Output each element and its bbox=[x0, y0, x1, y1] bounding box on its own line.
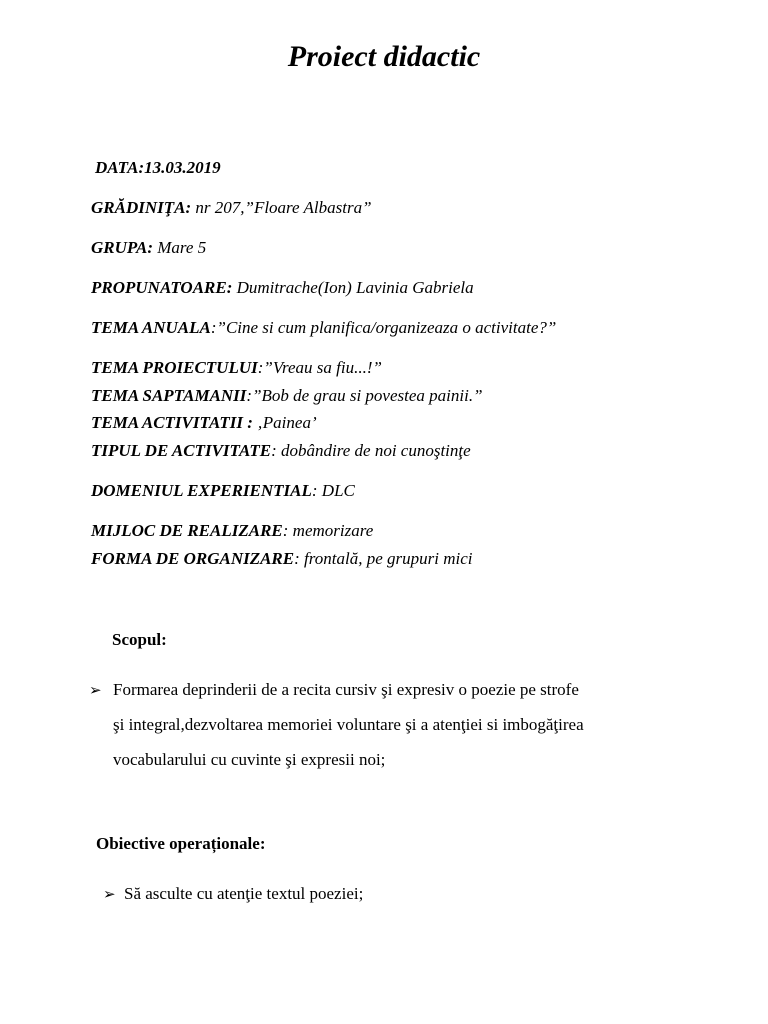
field-tema-proiectului-value: :”Vreau sa fiu...!” bbox=[257, 358, 382, 377]
arrow-bullet-icon: ➢ bbox=[103, 887, 116, 903]
field-grupa-value: Mare 5 bbox=[153, 238, 207, 257]
field-tema-proiectului bbox=[91, 358, 382, 378]
field-tema-saptamanii-label: TEMA SAPTAMANII bbox=[91, 386, 247, 405]
field-tema-anuala-label: TEMA ANUALA bbox=[91, 318, 211, 337]
field-gradinita bbox=[91, 198, 372, 218]
field-tema-activitatii-value: ‚Painea’ bbox=[252, 413, 317, 432]
scopul-line: şi integral,dezvoltarea memoriei voluntare şi a atenţiei si imbogăţirea bbox=[113, 715, 584, 734]
arrow-bullet-icon: ➢ bbox=[89, 683, 102, 699]
field-tipul-activitate-value: : dobândire de noi cunoştinţe bbox=[271, 441, 471, 460]
obiective-heading: Obiective operaționale: bbox=[96, 834, 266, 853]
field-tema-anuala bbox=[91, 318, 556, 338]
field-data bbox=[95, 158, 221, 178]
scopul-line: Formarea deprinderii de a recita cursiv şi expresiv o poezie pe strofe bbox=[113, 680, 579, 699]
scopul-line: vocabularului cu cuvinte şi expresii noi; bbox=[113, 750, 386, 769]
field-tema-proiectului-label: TEMA PROIECTULUI bbox=[91, 358, 258, 377]
field-propunatoare-value: Dumitrache(Ion) Lavinia Gabriela bbox=[232, 278, 474, 297]
field-gradinita-label: GRĂDINIŢA: bbox=[91, 198, 192, 217]
field-propunatoare bbox=[91, 278, 474, 298]
field-mijloc-label: MIJLOC DE REALIZARE bbox=[91, 521, 283, 540]
field-domeniul-value: : DLC bbox=[311, 481, 355, 500]
field-gradinita-value: nr 207,”Floare Albastra” bbox=[191, 198, 372, 217]
field-domeniul bbox=[91, 481, 355, 501]
field-grupa-label: GRUPA: bbox=[91, 238, 154, 257]
field-propunatoare-label: PROPUNATOARE: bbox=[91, 278, 233, 297]
field-forma-value: : frontală, pe grupuri mici bbox=[294, 549, 473, 568]
field-tema-saptamanii-value: :”Bob de grau si povestea painii.” bbox=[246, 386, 483, 405]
field-tema-activitatii-label: TEMA ACTIVITATII : bbox=[91, 413, 253, 432]
field-tema-activitatii bbox=[91, 413, 317, 433]
page-title: Proiect didactic bbox=[287, 40, 481, 73]
field-domeniul-label: DOMENIUL EXPERIENTIAL bbox=[91, 481, 312, 500]
field-tipul-activitate bbox=[91, 441, 471, 461]
field-tipul-activitate-label: TIPUL DE ACTIVITATE bbox=[91, 441, 272, 460]
field-forma-label: FORMA DE ORGANIZARE bbox=[91, 549, 295, 568]
field-forma bbox=[91, 549, 472, 569]
field-mijloc-value: : memorizare bbox=[282, 521, 374, 540]
scopul-heading: Scopul: bbox=[112, 630, 167, 649]
field-mijloc bbox=[91, 521, 373, 541]
field-tema-saptamanii bbox=[91, 386, 483, 406]
obiectiv-item: Să asculte cu atenţie textul poeziei; bbox=[124, 884, 364, 903]
field-data-label: DATA:13.03.2019 bbox=[95, 158, 221, 177]
field-grupa bbox=[91, 238, 206, 258]
field-tema-anuala-value: :”Cine si cum planifica/organizeaza o activitate?” bbox=[210, 318, 557, 337]
